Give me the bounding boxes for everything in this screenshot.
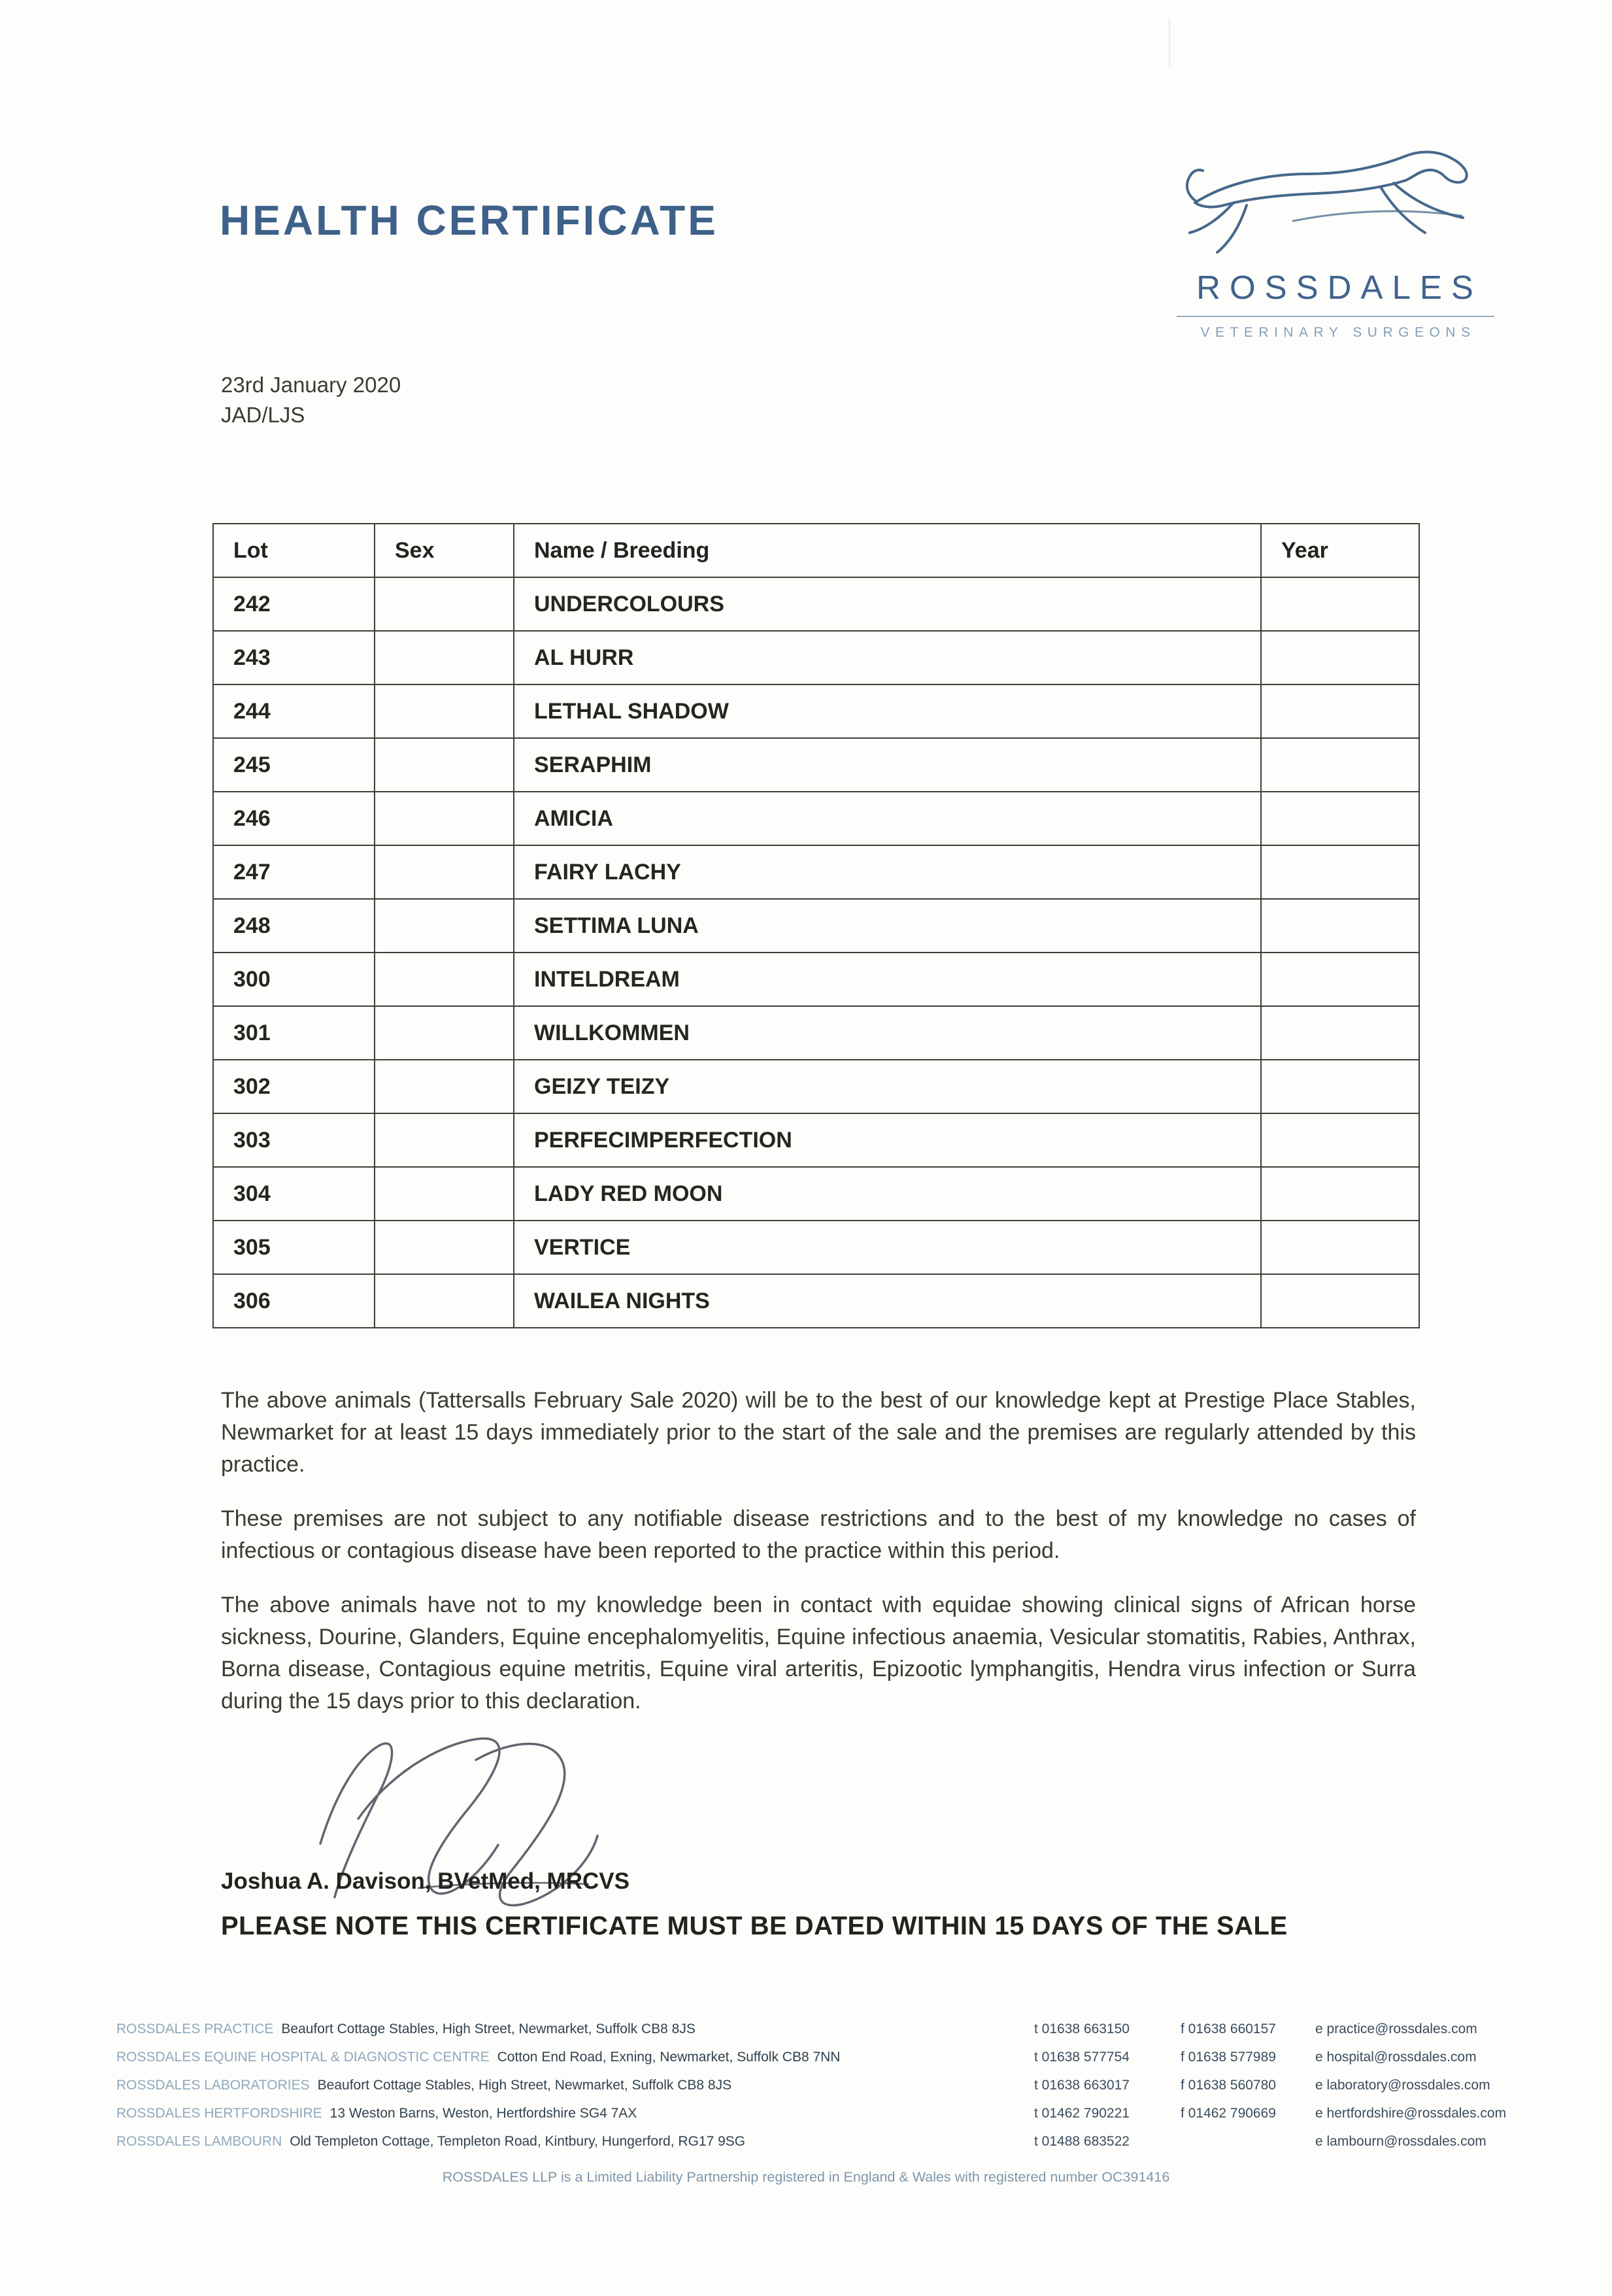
sex-cell xyxy=(375,1274,514,1328)
lot-cell: 303 xyxy=(213,1113,375,1167)
year-cell xyxy=(1261,1006,1419,1060)
location-address: Old Templeton Cottage, Templeton Road, Kintbury, Hungerford, RG17 9SG xyxy=(290,2134,746,2149)
table-row xyxy=(213,899,1419,953)
location-name-address xyxy=(116,2134,1034,2150)
year-cell xyxy=(1261,845,1419,899)
name-breeding-cell: AMICIA xyxy=(514,792,1261,845)
sex-cell xyxy=(375,1006,514,1060)
logo-divider xyxy=(1177,316,1494,317)
sex-cell xyxy=(375,631,514,684)
year-cell xyxy=(1261,953,1419,1006)
logo-wordmark: ROSSDALES xyxy=(1196,269,1483,306)
year-cell xyxy=(1261,1113,1419,1167)
practice-footer xyxy=(116,2021,1515,2162)
footer-location-row xyxy=(116,2050,1515,2078)
page-title: HEALTH CERTIFICATE xyxy=(220,197,718,244)
declaration-paragraph-3: The above animals have not to my knowledge been in contact with equidae showing clinical signs of African horse sickness, Dourine, Glanders, Equine encephalomyelitis, Equine infectious anaemia, Vesicular stomatitis, Rabies, Anthrax, Borna disease, Contagious equine metritis, Equine viral arteritis, Epizootic lymphangitis, Hendra virus infection or Surra during the 15 days prior to this declaration. xyxy=(221,1593,1416,1714)
location-address: Beaufort Cottage Stables, High Street, Newmarket, Suffolk CB8 8JS xyxy=(281,2021,696,2036)
location-fax: f 01638 660157 xyxy=(1181,2021,1276,2036)
location-address: Beaufort Cottage Stables, High Street, Newmarket, Suffolk CB8 8JS xyxy=(317,2078,732,2093)
footer-location-row xyxy=(116,2134,1515,2162)
certificate-reference: JAD/LJS xyxy=(221,403,305,427)
location-name-address xyxy=(116,2050,1034,2065)
table-row xyxy=(213,738,1419,792)
location-fax: f 01638 577989 xyxy=(1181,2050,1276,2065)
logo-tagline: VETERINARY SURGEONS xyxy=(1200,325,1476,340)
declaration-text xyxy=(221,1385,1416,1740)
sex-cell xyxy=(375,845,514,899)
name-breeding-cell: FAIRY LACHY xyxy=(514,845,1261,899)
lot-cell: 242 xyxy=(213,577,375,631)
table-row xyxy=(213,845,1419,899)
name-breeding-cell: AL HURR xyxy=(514,631,1261,684)
lot-cell: 248 xyxy=(213,899,375,953)
name-breeding-cell: INTELDREAM xyxy=(514,953,1261,1006)
certificate-meta xyxy=(221,370,401,430)
name-breeding-cell: UNDERCOLOURS xyxy=(514,577,1261,631)
year-cell xyxy=(1261,1167,1419,1221)
sex-cell xyxy=(375,792,514,845)
location-name: ROSSDALES HERTFORDSHIRE xyxy=(116,2106,322,2121)
location-email: e hertfordshire@rossdales.com xyxy=(1315,2106,1507,2121)
lot-cell: 304 xyxy=(213,1167,375,1221)
year-cell xyxy=(1261,684,1419,738)
table-row xyxy=(213,1221,1419,1274)
lots-table xyxy=(212,523,1420,1328)
year-cell xyxy=(1261,631,1419,684)
llp-registration-line: ROSSDALES LLP is a Limited Liability Partnership registered in England & Wales with registered number OC391416 xyxy=(442,2169,1170,2185)
lot-cell: 306 xyxy=(213,1274,375,1328)
year-cell xyxy=(1261,738,1419,792)
name-breeding-cell: GEIZY TEIZY xyxy=(514,1060,1261,1113)
header-lot: Lot xyxy=(213,524,375,577)
table-row xyxy=(213,1274,1419,1328)
sex-cell xyxy=(375,684,514,738)
table-row xyxy=(213,1167,1419,1221)
location-name: ROSSDALES EQUINE HOSPITAL & DIAGNOSTIC CENTRE xyxy=(116,2050,490,2065)
name-breeding-cell: SERAPHIM xyxy=(514,738,1261,792)
declaration-paragraph-1: The above animals (Tattersalls February Sale 2020) will be to the best of our knowledge kept at Prestige Place Stables, Newmarket for at least 15 days immediately prior to the start of the sale and the premises are regularly attended by this practice. xyxy=(221,1388,1416,1477)
sex-cell xyxy=(375,1060,514,1113)
name-breeding-cell: LADY RED MOON xyxy=(514,1167,1261,1221)
header-sex: Sex xyxy=(375,524,514,577)
lot-cell: 302 xyxy=(213,1060,375,1113)
footer-location-row xyxy=(116,2106,1515,2134)
name-breeding-cell: VERTICE xyxy=(514,1221,1261,1274)
year-cell xyxy=(1261,1221,1419,1274)
lot-cell: 305 xyxy=(213,1221,375,1274)
location-email: e hospital@rossdales.com xyxy=(1315,2050,1477,2065)
location-email: e practice@rossdales.com xyxy=(1315,2021,1477,2036)
table-row xyxy=(213,1060,1419,1113)
name-breeding-cell: PERFECIMPERFECTION xyxy=(514,1113,1261,1167)
year-cell xyxy=(1261,577,1419,631)
location-name-address xyxy=(116,2078,1034,2093)
sex-cell xyxy=(375,738,514,792)
location-email: e laboratory@rossdales.com xyxy=(1315,2078,1490,2093)
footer-location-row xyxy=(116,2021,1515,2050)
table-header-row xyxy=(213,524,1419,577)
sex-cell xyxy=(375,577,514,631)
location-phone: t 01638 577754 xyxy=(1034,2050,1130,2065)
lot-cell: 246 xyxy=(213,792,375,845)
sex-cell xyxy=(375,1221,514,1274)
table-row xyxy=(213,577,1419,631)
lot-cell: 300 xyxy=(213,953,375,1006)
footer-location-row xyxy=(116,2078,1515,2106)
year-cell xyxy=(1261,792,1419,845)
location-fax: f 01462 790669 xyxy=(1181,2106,1276,2121)
sex-cell xyxy=(375,1113,514,1167)
sex-cell xyxy=(375,899,514,953)
name-breeding-cell: WILLKOMMEN xyxy=(514,1006,1261,1060)
year-cell xyxy=(1261,1274,1419,1328)
location-phone: t 01638 663150 xyxy=(1034,2021,1130,2036)
location-email: e lambourn@rossdales.com xyxy=(1315,2134,1486,2149)
horse-logo-icon xyxy=(1182,123,1489,262)
table-row xyxy=(213,1006,1419,1060)
location-phone: t 01462 790221 xyxy=(1034,2106,1130,2121)
location-phone: t 01488 683522 xyxy=(1034,2134,1130,2149)
lot-cell: 247 xyxy=(213,845,375,899)
year-cell xyxy=(1261,899,1419,953)
sex-cell xyxy=(375,953,514,1006)
lot-cell: 244 xyxy=(213,684,375,738)
sex-cell xyxy=(375,1167,514,1221)
header-year: Year xyxy=(1261,524,1419,577)
location-phone: t 01638 663017 xyxy=(1034,2078,1130,2093)
dating-notice: PLEASE NOTE THIS CERTIFICATE MUST BE DATED WITHIN 15 DAYS OF THE SALE xyxy=(221,1912,1288,1940)
location-fax: f 01638 560780 xyxy=(1181,2078,1276,2093)
certificate-date: 23rd January 2020 xyxy=(221,373,401,397)
table-row xyxy=(213,792,1419,845)
year-cell xyxy=(1261,1060,1419,1113)
scan-artifact xyxy=(1169,18,1170,67)
lot-cell: 245 xyxy=(213,738,375,792)
location-name: ROSSDALES LAMBOURN xyxy=(116,2134,282,2149)
lot-cell: 301 xyxy=(213,1006,375,1060)
location-name-address xyxy=(116,2106,1034,2121)
location-name: ROSSDALES PRACTICE xyxy=(116,2021,274,2036)
table-row xyxy=(213,1113,1419,1167)
table-row xyxy=(213,684,1419,738)
name-breeding-cell: WAILEA NIGHTS xyxy=(514,1274,1261,1328)
location-address: 13 Weston Barns, Weston, Hertfordshire SG4 7AX xyxy=(329,2106,637,2121)
header-name-breeding: Name / Breeding xyxy=(514,524,1261,577)
table-row xyxy=(213,631,1419,684)
location-address: Cotton End Road, Exning, Newmarket, Suffolk CB8 7NN xyxy=(497,2050,841,2065)
signatory-name: Joshua A. Davison, BVetMed, MRCVS xyxy=(221,1868,630,1894)
lot-cell: 243 xyxy=(213,631,375,684)
rossdales-logo xyxy=(1177,123,1494,341)
table-row xyxy=(213,953,1419,1006)
name-breeding-cell: LETHAL SHADOW xyxy=(514,684,1261,738)
location-name: ROSSDALES LABORATORIES xyxy=(116,2078,310,2093)
declaration-paragraph-2: These premises are not subject to any notifiable disease restrictions and to the best of my knowledge no cases of infectious or contagious disease have been reported to the practice within this period. xyxy=(221,1506,1416,1563)
name-breeding-cell: SETTIMA LUNA xyxy=(514,899,1261,953)
location-name-address xyxy=(116,2021,1034,2037)
